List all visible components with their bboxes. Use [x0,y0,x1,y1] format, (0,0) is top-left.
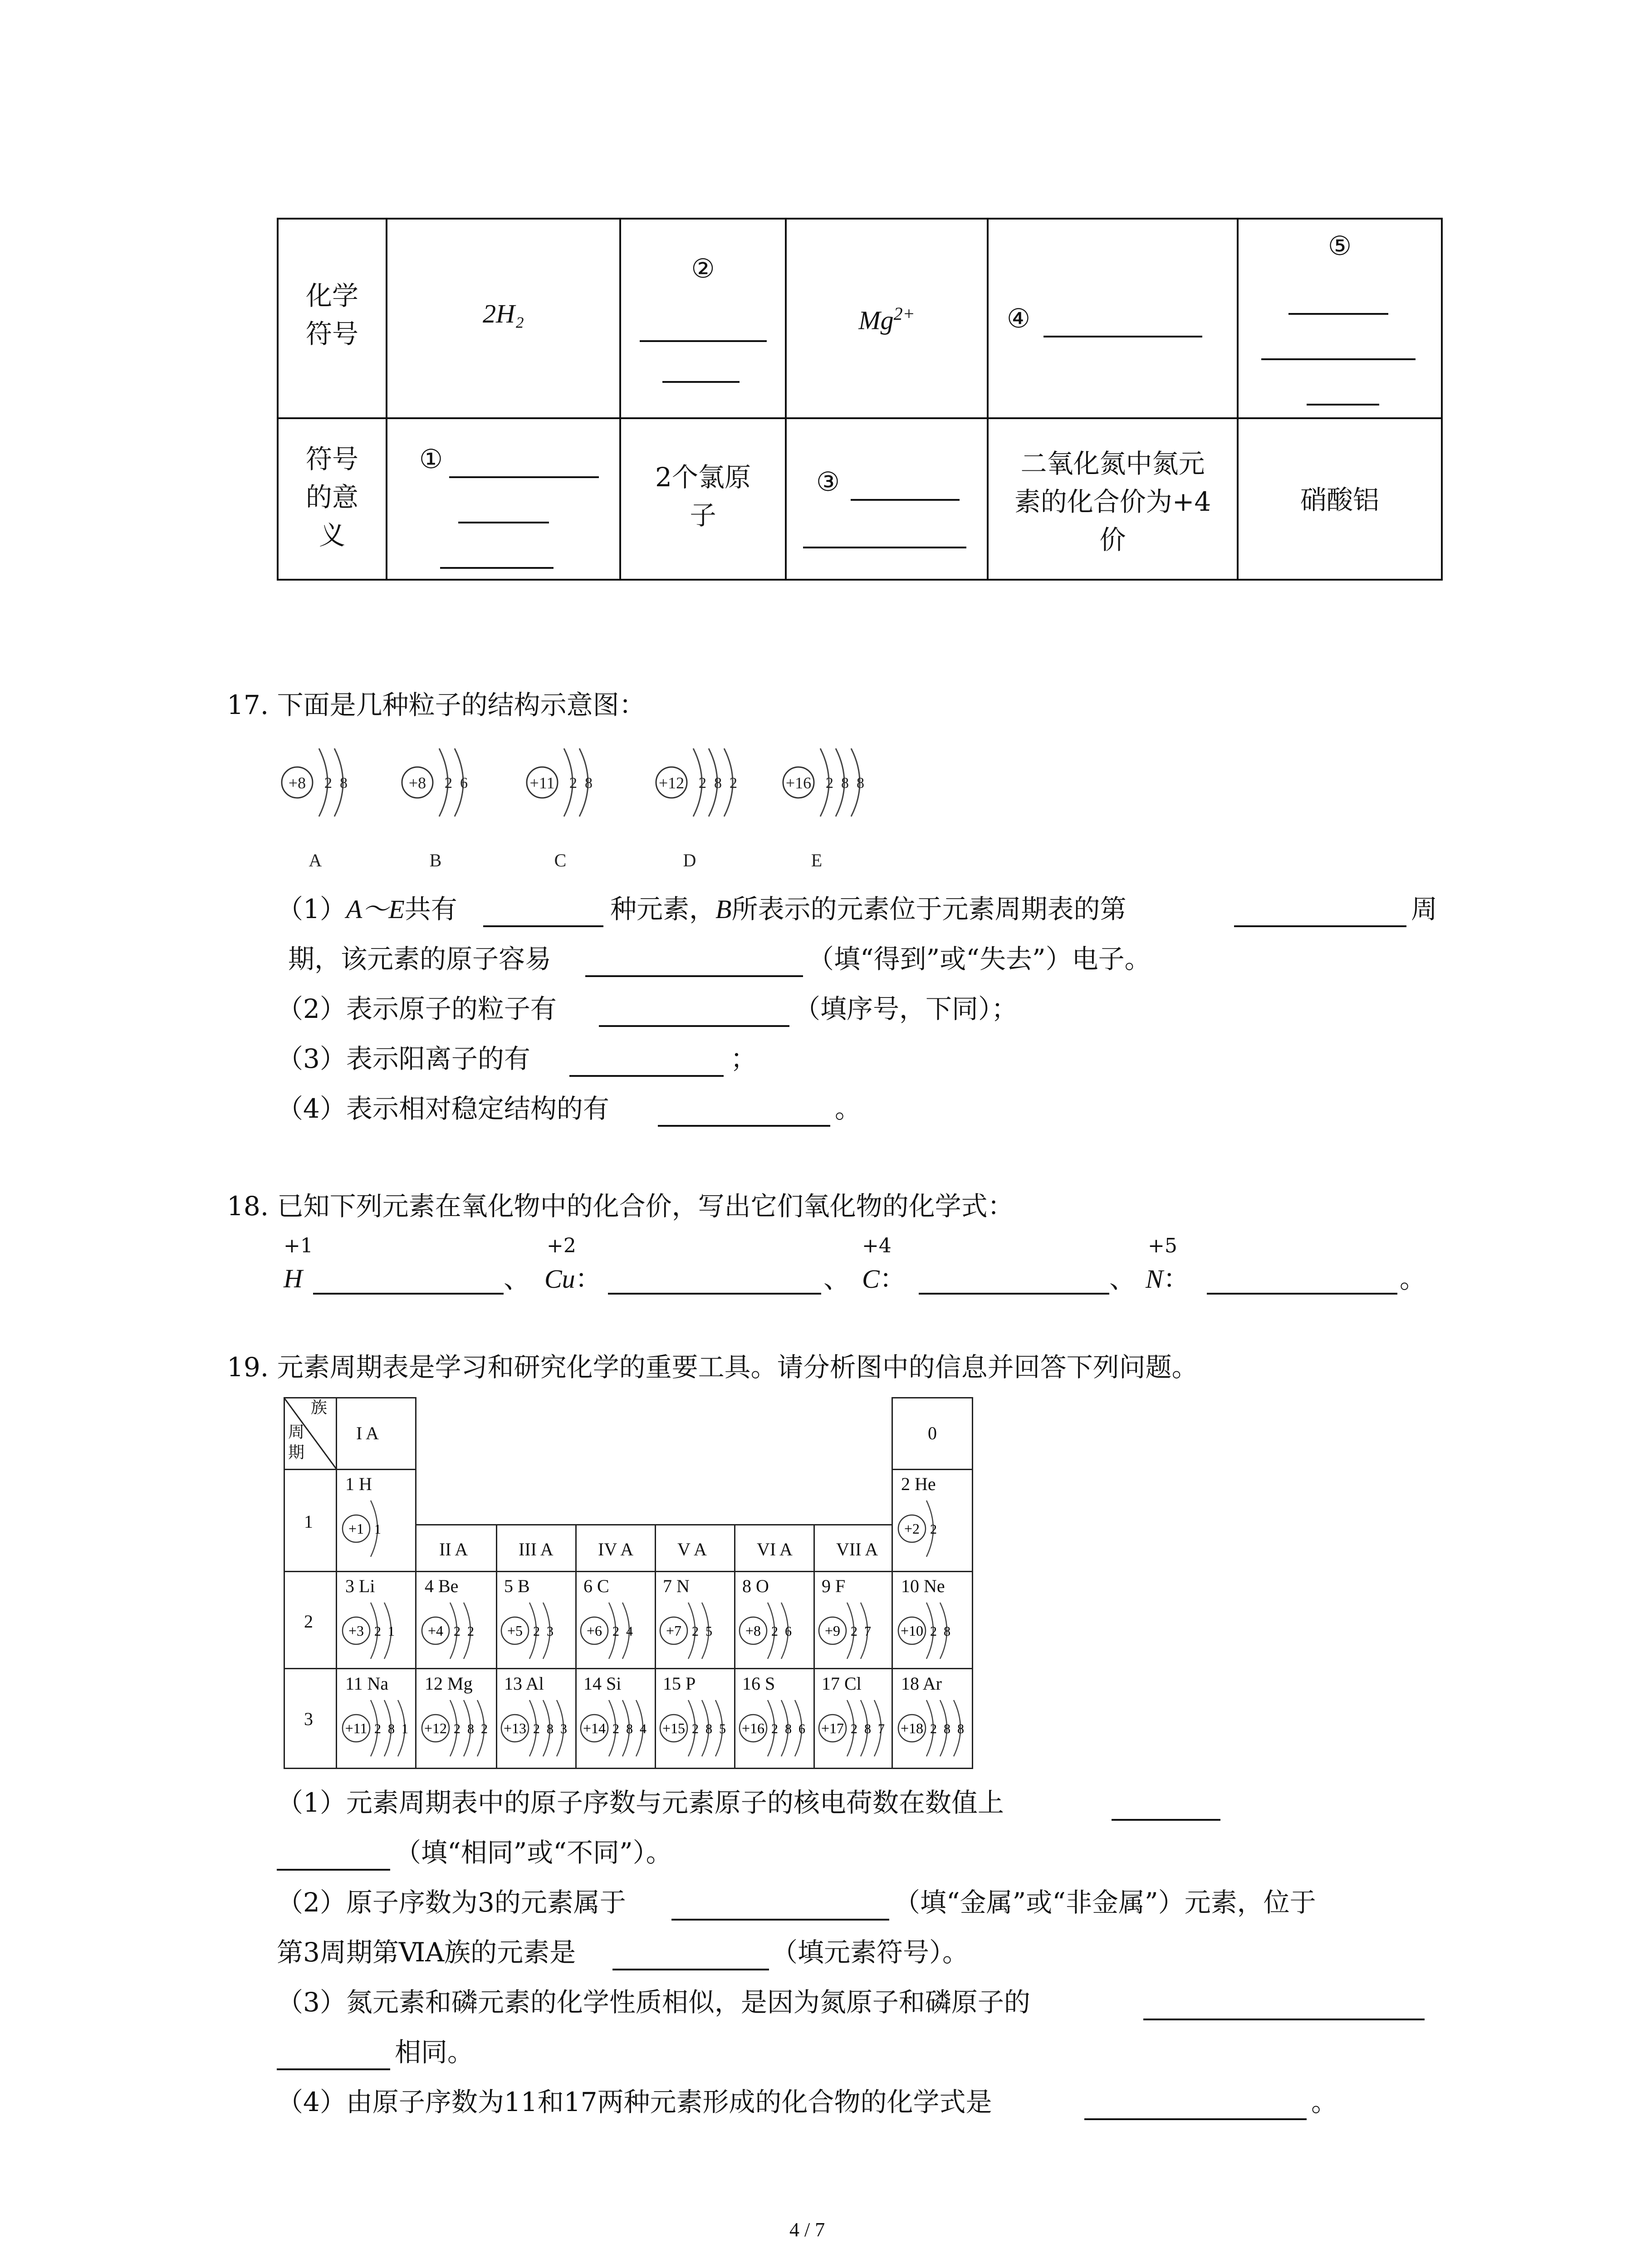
q18-title: 18. 已知下列元素在氧化物中的化合价，写出它们氧化物的化学式： [227,1191,1014,1222]
svg-text:+18: +18 [900,1720,924,1736]
svg-text:+13: +13 [503,1720,527,1736]
table-divider [386,218,387,581]
svg-text:3: 3 [560,1721,567,1736]
cell-2-cl-atoms: 2个氯原 子 [655,462,751,531]
group-label: II A [439,1539,468,1559]
answer-blank[interactable] [919,1293,1109,1295]
table-divider [785,218,787,581]
symbol-table [277,218,1443,581]
svg-text:2: 2 [771,1624,778,1639]
shell-electron-count: 2 [730,775,737,792]
answer-blank[interactable] [608,1293,821,1295]
svg-text:1: 1 [402,1721,408,1736]
svg-text:+16: +16 [741,1720,765,1736]
nucleus-charge: +11 [529,774,555,792]
header-qi: 期 [288,1443,305,1462]
answer-blank[interactable] [671,1919,889,1921]
svg-text:4: 4 [626,1624,633,1639]
group-label: VI A [757,1539,793,1559]
svg-text:2: 2 [454,1624,460,1639]
answer-blank[interactable] [1143,2019,1425,2020]
sep: 、 [1109,1263,1136,1294]
svg-text:2: 2 [692,1721,699,1736]
shell-electron-count: 8 [857,775,864,792]
atom-structure-icon [655,1696,734,1765]
group-label: VII A [836,1539,878,1559]
element-cell [496,1669,575,1765]
atom-structure-icon [893,1497,972,1565]
blank-marker-3: ③ [816,466,840,497]
svg-text:+11: +11 [345,1720,367,1736]
atom-structure-icon [575,1696,655,1765]
element-cell [575,1669,655,1765]
q17-p2: （2）表示原子的粒子有 [277,993,557,1024]
blank-marker-2: ② [691,253,715,284]
atom-structure-icon [496,1599,575,1667]
svg-text:1: 1 [388,1624,395,1639]
svg-text:2: 2 [851,1624,857,1639]
svg-text:8: 8 [705,1721,712,1736]
element-symbol: 13 Al [504,1673,544,1694]
nucleus-charge: +8 [408,774,426,792]
element-symbol: 8 O [742,1576,769,1596]
answer-blank[interactable] [599,1025,789,1027]
header-zero: 0 [928,1423,937,1443]
svg-text:8: 8 [547,1721,554,1736]
svg-text:2: 2 [612,1721,619,1736]
svg-text:2: 2 [851,1721,857,1736]
svg-text:+7: +7 [666,1623,682,1639]
q17-p1-line2a: 期，该元素的原子容易 [288,943,552,974]
symbol-h: H [284,1264,303,1293]
cell-mg-ion: $Mg^{2+}$ [858,303,915,335]
svg-text:2: 2 [374,1624,381,1639]
shell-electron-count: 8 [585,775,593,792]
svg-text:2: 2 [374,1721,381,1736]
svg-text:+4: +4 [427,1623,444,1639]
period-1: 1 [304,1511,313,1532]
svg-text:+15: +15 [662,1720,686,1736]
nucleus-charge: +8 [288,774,306,792]
svg-text:8: 8 [957,1721,964,1736]
symbol-cu: Cu： [544,1263,602,1294]
atom-structure-icon [813,1599,893,1667]
atom-structure-icon [734,1599,813,1667]
svg-text:+1: +1 [348,1520,364,1537]
shell-electron-count: 2 [699,775,706,792]
element-cell [734,1572,813,1667]
sep: 。 [1400,1263,1426,1294]
group-label: V A [677,1539,707,1559]
element-cell [813,1669,893,1765]
atom-structure-icon [337,1497,416,1565]
svg-text:2: 2 [533,1721,540,1736]
valence-n: +5 [1148,1234,1177,1257]
element-cell [734,1669,813,1765]
element-symbol: 5 B [504,1576,530,1596]
nucleus-charge: +16 [785,774,812,792]
table-border [1441,218,1443,581]
q17-p1-prefix: （1）A～E共有 [277,894,457,924]
element-cell [575,1572,655,1667]
svg-text:2: 2 [930,1721,937,1736]
shell-electron-count: 2 [445,775,452,792]
shell-electron-count: 2 [569,775,577,792]
element-cell [337,1470,416,1565]
valence-c: +4 [862,1234,892,1257]
element-cell [416,1572,496,1667]
element-symbol: 15 P [663,1673,696,1694]
cell-no2-valence: 二氧化氮中氮元 素的化合价为+4 价 [1014,448,1211,555]
blank-marker-1: ① [419,444,443,474]
svg-text:+9: +9 [824,1623,841,1639]
svg-text:8: 8 [626,1721,633,1736]
period-2: 2 [304,1611,313,1632]
svg-text:+8: +8 [745,1623,761,1639]
svg-text:6: 6 [785,1624,792,1639]
row-header-symbol: 化学 符号 [305,280,358,349]
element-cell [893,1470,972,1565]
q17-p4: （4）表示相对稳定结构的有 [277,1093,609,1124]
sep: 、 [823,1263,850,1294]
element-cell [655,1572,734,1667]
svg-text:8: 8 [388,1721,395,1736]
answer-blank[interactable] [1288,313,1388,315]
answer-blank[interactable] [1234,925,1406,927]
svg-text:2: 2 [692,1624,699,1639]
atom-structure-icon [893,1599,972,1667]
diagram-label: D [683,850,696,870]
element-cell [337,1572,416,1667]
element-symbol: 2 He [901,1474,936,1494]
atom-diagram-B [402,748,468,870]
q19-p3a: （3）氮元素和磷元素的化学性质相似，是因为氮原子和磷原子的 [277,1987,1030,2018]
svg-text:+3: +3 [348,1623,364,1639]
answer-blank[interactable] [1112,1819,1220,1821]
svg-text:+2: +2 [904,1520,920,1537]
element-cell [655,1669,734,1765]
table-border [277,218,1443,220]
sep: 、 [504,1263,530,1294]
answer-blank[interactable] [851,499,960,501]
valence-h: +1 [284,1234,313,1257]
atom-structure-icon [813,1696,893,1765]
diagram-label: E [811,850,823,870]
diagram-label: A [309,850,322,870]
answer-blank[interactable] [658,1125,830,1127]
svg-text:+17: +17 [821,1720,844,1736]
svg-text:+14: +14 [583,1720,606,1736]
periodic-table [284,1397,973,1769]
atom-structure-icon [575,1599,655,1667]
atom-structure-icon [893,1696,972,1765]
element-symbol: 11 Na [345,1673,389,1694]
q17-title: 17. 下面是几种粒子的结构示意图： [227,689,646,720]
atom-diagram-A [282,748,348,870]
atom-structure-icon [337,1599,416,1667]
element-symbol: 1 H [345,1474,372,1494]
element-cell [337,1669,416,1765]
header-zhou: 周 [288,1423,305,1442]
svg-text:4: 4 [640,1721,647,1736]
q17-p1-mid: 种元素，B所表示的元素位于元素周期表的第 [610,894,1127,924]
diagram-label: B [429,850,442,870]
table-divider [277,417,1443,419]
answer-blank[interactable] [277,2068,390,2070]
svg-text:5: 5 [719,1721,726,1736]
svg-text:2: 2 [930,1522,937,1537]
svg-text:3: 3 [547,1624,554,1639]
svg-text:6: 6 [798,1721,805,1736]
shell-electron-count: 8 [841,775,849,792]
q19-p2b: （填“金属”或“非金属”）元素，位于 [894,1887,1316,1918]
header-ia: I A [356,1423,379,1443]
shell-electron-count: 2 [324,775,332,792]
atom-structure-icon [496,1696,575,1765]
cell-aluminum-nitrate: 硝酸铝 [1300,484,1379,515]
group-label: III A [519,1539,554,1559]
svg-text:8: 8 [944,1721,950,1736]
svg-text:2: 2 [612,1624,619,1639]
atom-structure-icon [416,1599,496,1667]
svg-text:8: 8 [944,1624,950,1639]
table-border [277,579,1443,581]
svg-text:8: 8 [467,1721,474,1736]
q17-atom-diagrams [272,735,907,880]
answer-blank[interactable] [483,925,603,927]
answer-blank[interactable] [440,567,554,569]
element-symbol: 7 N [663,1576,690,1596]
svg-text:+10: +10 [900,1623,924,1639]
element-symbol: 4 Be [425,1576,459,1596]
answer-blank[interactable] [1084,2118,1307,2120]
q19-p1a: （1）元素周期表中的原子序数与元素原子的核电荷数在数值上 [277,1787,1004,1818]
element-cell [893,1572,972,1667]
q17-p3: （3）表示阳离子的有 [277,1043,530,1074]
symbol-n: N： [1146,1263,1190,1294]
element-symbol: 18 Ar [901,1673,942,1694]
blank-marker-5: ⑤ [1328,230,1352,261]
table-divider [1237,218,1239,581]
q17-p2b: （填序号，下同）； [794,993,1018,1024]
cell-2h2: 2H₂ [482,299,524,328]
q19-p3b: 相同。 [395,2037,474,2068]
q17-p3b: ； [730,1043,757,1074]
q19-p4a: （4）由原子序数为11和17两种元素形成的化合物的化学式是 [277,2087,992,2117]
svg-text:+5: +5 [507,1623,523,1639]
answer-blank[interactable] [585,975,803,977]
q19-title: 19. 元素周期表是学习和研究化学的重要工具。请分析图中的信息并回答下列问题。 [227,1352,1198,1383]
nucleus-charge: +12 [658,774,685,792]
answer-blank[interactable] [313,1293,504,1295]
symbol-c: C： [862,1263,906,1294]
element-symbol: 10 Ne [901,1576,945,1596]
element-cell [813,1572,893,1667]
answer-blank[interactable] [569,1075,724,1077]
q19-p4b: 。 [1311,2087,1338,2117]
element-symbol: 9 F [822,1576,846,1596]
atom-structure-icon [337,1696,416,1765]
atom-structure-icon [416,1696,496,1765]
svg-text:+6: +6 [586,1623,603,1639]
row-header-meaning: 符号 的意 义 [305,444,358,551]
q19-p2c: 第3周期第ⅥA族的元素是 [277,1937,576,1968]
answer-blank[interactable] [1207,1293,1397,1295]
answer-blank[interactable] [1043,336,1202,337]
svg-text:2: 2 [467,1624,474,1639]
shell-electron-count: 6 [460,775,468,792]
diagram-label: C [554,850,567,870]
answer-blank[interactable] [1307,404,1379,406]
svg-text:7: 7 [864,1624,871,1639]
q19-p2a: （2）原子序数为3的元素属于 [277,1887,626,1918]
answer-blank[interactable] [612,1969,769,1970]
element-cell [496,1572,575,1667]
svg-text:2: 2 [533,1624,540,1639]
q17-p1-line2b: （填“得到”或“失去”）电子。 [808,943,1151,974]
header-zu: 族 [311,1398,328,1417]
blank-marker-4: ④ [1007,303,1030,334]
page-number: 4 / 7 [789,2219,825,2241]
element-symbol: 6 C [583,1576,609,1596]
valence-cu: +2 [547,1234,576,1257]
atom-diagram-E [783,748,864,870]
q17-p1-end: 周 [1411,894,1438,924]
svg-text:7: 7 [878,1721,885,1736]
svg-text:+12: +12 [424,1720,447,1736]
answer-blank[interactable] [803,547,966,548]
period-3: 3 [304,1709,313,1729]
shell-electron-count: 8 [714,775,722,792]
shell-electron-count: 2 [826,775,833,792]
atom-structure-icon [734,1696,813,1765]
atom-diagram-D [656,748,737,870]
svg-text:1: 1 [374,1522,381,1537]
answer-blank[interactable] [277,1869,390,1871]
answer-blank[interactable] [1261,358,1416,360]
atom-diagram-C [527,748,593,870]
svg-text:2: 2 [771,1721,778,1736]
element-cell [893,1669,972,1765]
element-symbol: 12 Mg [425,1673,473,1694]
q19-p1b: （填“相同”或“不同”）。 [395,1837,672,1868]
svg-text:5: 5 [705,1624,712,1639]
shell-electron-count: 8 [340,775,348,792]
svg-text:8: 8 [785,1721,792,1736]
element-symbol: 3 Li [345,1576,375,1596]
svg-text:8: 8 [864,1721,871,1736]
svg-text:2: 2 [481,1721,488,1736]
answer-blank[interactable] [662,381,740,383]
atom-structure-icon [655,1599,734,1667]
svg-text:2: 2 [454,1721,460,1736]
answer-blank[interactable] [449,476,599,478]
answer-blank[interactable] [640,340,767,342]
q17-p4b: 。 [835,1093,862,1124]
element-symbol: 17 Cl [822,1673,862,1694]
svg-text:2: 2 [930,1624,937,1639]
q19-p2d: （填元素符号）。 [771,1937,969,1968]
answer-blank[interactable] [458,522,549,523]
group-label: IV A [598,1539,634,1559]
element-symbol: 16 S [742,1673,775,1694]
element-symbol: 14 Si [583,1673,622,1694]
element-cell [416,1669,496,1765]
